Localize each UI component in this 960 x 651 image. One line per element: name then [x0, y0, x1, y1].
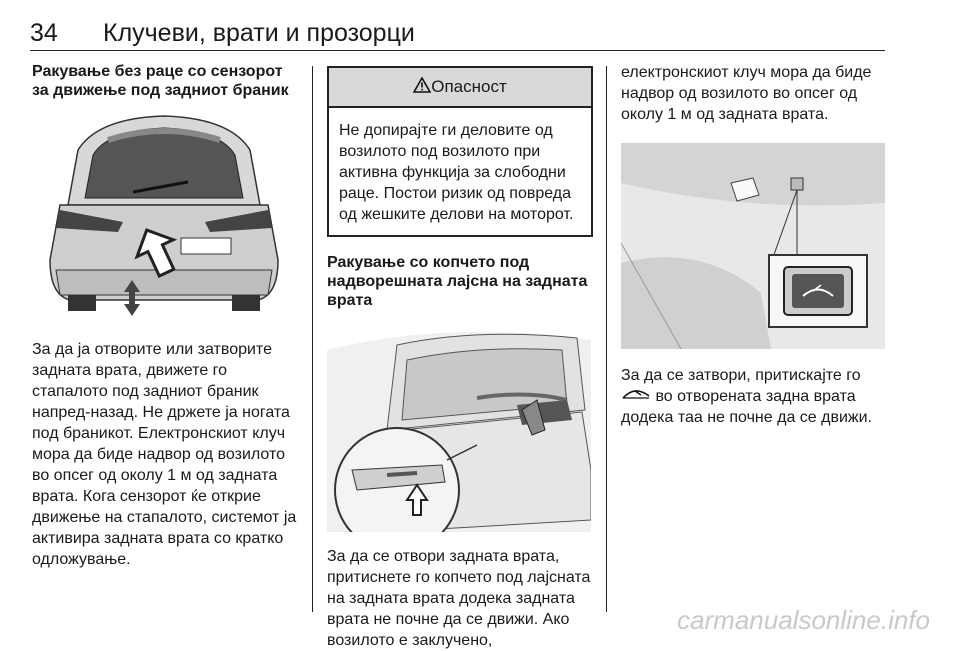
header-rule — [30, 50, 885, 51]
body-text-key-range: електронскиот клуч мора да биде надвор од возилото во опсег од околу 1 м од задната врата. — [621, 64, 872, 123]
warning-header — [329, 68, 591, 108]
warning-title: Опасност — [431, 77, 507, 96]
warning-triangle-icon — [413, 69, 431, 107]
tailgate-button-illustration — [327, 320, 591, 532]
body-text-button: За да се отвори задната врата, притиснете го копчето под лајсната на задната врата додека задната врата не почне да се движи. Ако возилото е заклучено, — [327, 548, 591, 649]
figure-tailgate-button — [327, 320, 591, 532]
warning-box — [327, 66, 593, 237]
tailgate-close-icon — [621, 386, 651, 407]
footer-watermark: carmanualsonline.info — [677, 605, 930, 635]
column-2 — [327, 66, 591, 651]
body-text-close-post: во отворената задна врата додека таа не почне да се движи. — [621, 388, 872, 427]
figure-tailgate-close-button — [621, 143, 885, 349]
section-heading-handsfree: Ракување без раце со сензорот за движење под задниот браник — [32, 63, 289, 99]
column-divider-1 — [312, 66, 313, 612]
figure-rear-bumper-sensor — [38, 110, 290, 325]
body-text-close-pre: За да се затвори, притискајте го — [621, 367, 861, 384]
warning-text: Не допирајте ги деловите од возилото под возилото при активна функција за слободни раце. Постои ризик од повреда од жешките делови на моторот. — [339, 122, 574, 223]
column-divider-2 — [606, 66, 607, 612]
page-number: 34 — [30, 19, 58, 47]
tailgate-interior-illustration — [621, 143, 885, 349]
page-header — [30, 18, 885, 50]
column-1 — [32, 62, 300, 570]
column-3 — [621, 62, 885, 428]
section-heading-button: Ракување со копчето под надворешната лајсна на задната врата — [327, 254, 588, 309]
chapter-title: Клучеви, врати и прозорци — [103, 19, 415, 47]
body-text-close — [621, 365, 885, 428]
body-text-handsfree: За да ја отворите или затворите задната врата, движете го стапалото под задниот браник напред-назад. Не држете ја ногата под браникот. Електронскиот клуч мора да биде надвор од возилото во опсег од околу 1 м од задната врата. Кога сензорот ќе открие движење на стапалото, системот ја активира задната врата со кратко одложување. — [32, 341, 297, 568]
car-rear-illustration — [38, 110, 290, 325]
